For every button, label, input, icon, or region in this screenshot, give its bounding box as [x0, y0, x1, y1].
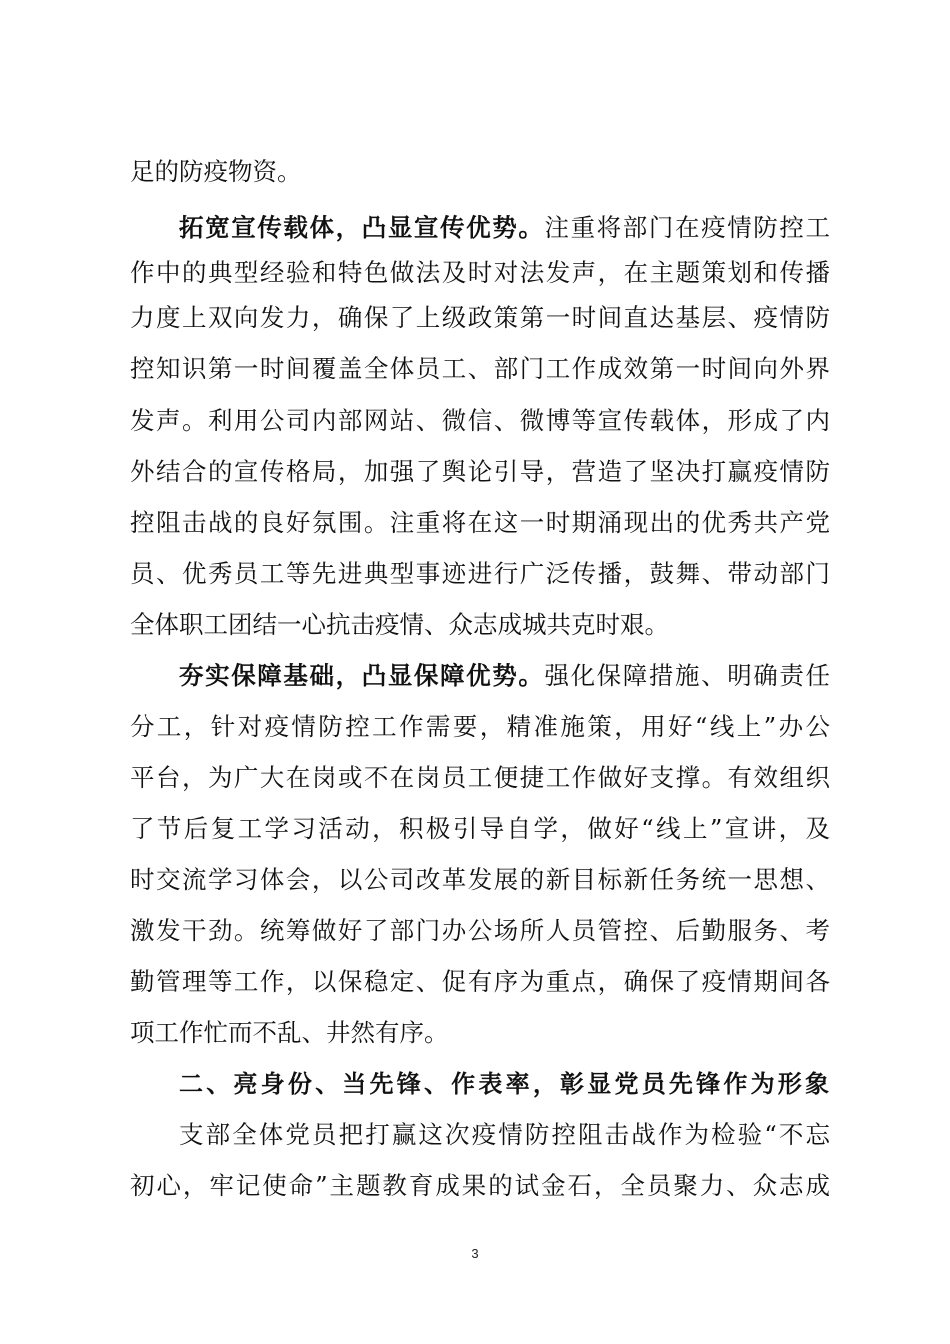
paragraph-text: 强化保障措施、明确责任 [544, 661, 830, 690]
paragraph-line: 激发干劲。统筹做好了部门办公场所人员管控、后勤服务、考 [130, 916, 830, 945]
paragraph-line: 全体职工团结一心抗击疫情、众志成城共克时艰。 [130, 610, 669, 639]
paragraph-line: 平台，为广大在岗或不在岗员工便捷工作做好支撑。有效组织 [130, 763, 830, 792]
paragraph-line: 足的防疫物资。 [130, 157, 302, 186]
section-heading: 二、亮身份、当先锋、作表率，彰显党员先锋作为形象 [179, 1070, 829, 1098]
paragraph-line: 力度上双向发力，确保了上级政策第一时间直达基层、疫情防 [130, 303, 830, 332]
paragraph-line: 分工，针对疫情防控工作需要，精准施策，用好“线上”办公 [130, 712, 830, 741]
paragraph-line: 初心，牢记使命”主题教育成果的试金石，全员聚力、众志成 [130, 1171, 830, 1200]
paragraph-line: 员、优秀员工等先进典型事迹进行广泛传播，鼓舞、带动部门 [130, 559, 830, 588]
paragraph-line: 作中的典型经验和特色做法及时对法发声，在主题策划和传播 [130, 258, 830, 287]
paragraph-line [179, 213, 830, 243]
paragraph-text: 注重将部门在疫情防控工 [544, 213, 830, 242]
paragraph-line: 发声。利用公司内部网站、微信、微博等宣传载体，形成了内 [130, 406, 830, 435]
paragraph-line: 控知识第一时间覆盖全体员工、部门工作成效第一时间向外界 [130, 354, 830, 383]
paragraph-lead-heading: 拓宽宣传载体，凸显宣传优势。 [179, 213, 545, 242]
paragraph-line: 控阻击战的良好氛围。注重将在这一时期涌现出的优秀共产党 [130, 508, 830, 537]
paragraph-lead-heading: 夯实保障基础，凸显保障优势。 [179, 661, 545, 690]
paragraph-line: 勤管理等工作，以保稳定、促有序为重点，确保了疫情期间各 [130, 967, 830, 996]
paragraph-line: 时交流学习体会，以公司改革发展的新目标新任务统一思想、 [130, 865, 830, 894]
paragraph-line: 支部全体党员把打赢这次疫情防控阻击战作为检验“不忘 [179, 1120, 830, 1149]
paragraph-line: 了节后复工学习活动，积极引导自学，做好“线上”宣讲，及 [130, 814, 830, 843]
paragraph-line [179, 661, 830, 691]
paragraph-line: 项工作忙而不乱、井然有序。 [130, 1018, 449, 1047]
page-number: 3 [471, 1246, 479, 1261]
paragraph-line: 外结合的宣传格局，加强了舆论引导，营造了坚决打赢疫情防 [130, 457, 830, 486]
